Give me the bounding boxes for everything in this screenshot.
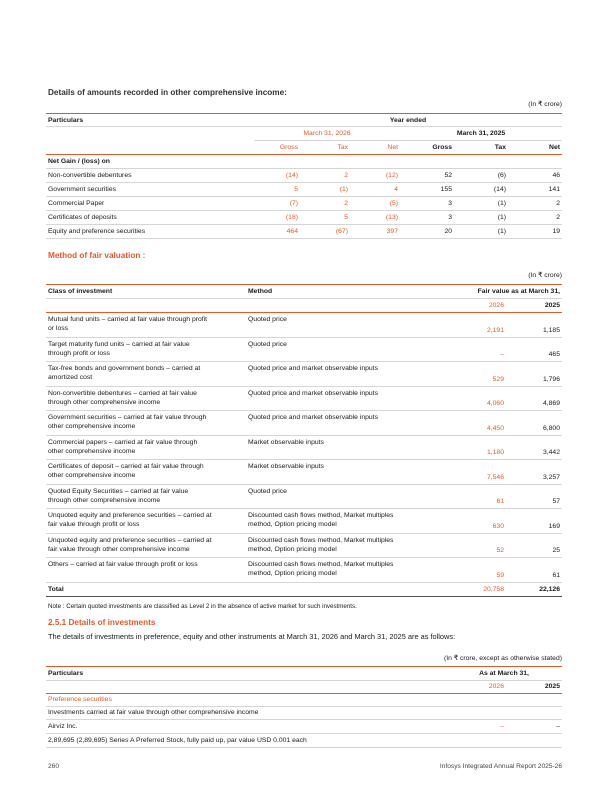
- oci-unit: (In ₹ crore): [528, 101, 562, 108]
- fv-class-cell: [46, 484, 246, 509]
- fv-row: [46, 460, 562, 485]
- oci-col-gross-prior: Gross: [400, 141, 454, 155]
- fv-total-prior: 22,126: [506, 582, 562, 596]
- fv-class-line: through other comprehensive income: [48, 398, 161, 406]
- fv-method-line: Quoted price: [248, 316, 287, 323]
- inv-section-title: 2.5.1 Details of investments: [48, 618, 156, 627]
- fv-value-current: 630: [446, 509, 506, 534]
- fv-value-prior: 6,800: [506, 411, 562, 436]
- fv-class-line: Certificates of deposit – carried at fair value through: [48, 463, 204, 470]
- oci-gross-current: 5: [254, 183, 300, 197]
- oci-tax-prior: (1): [454, 197, 508, 211]
- fv-method-line: Discounted cash flows method, Market multiples: [248, 536, 394, 544]
- fv-class-cell: [46, 386, 246, 411]
- fv-method-line: Quoted price and market observable inputs: [248, 365, 378, 372]
- inv-intro: The details of investments in preference, equity and other instruments at March 31, 2026 and March 31, 2025 are as follows:: [48, 632, 456, 641]
- page-number: 260: [48, 763, 60, 770]
- fv-value-current: –: [446, 337, 506, 362]
- fv-year-current: 2026: [446, 299, 506, 313]
- fv-method-cell: [246, 337, 446, 362]
- oci-net-prior: 2: [508, 197, 562, 211]
- oci-net-prior: 19: [508, 225, 562, 239]
- fv-value-prior: 4,869: [506, 386, 562, 411]
- fv-class-cell: [46, 313, 246, 338]
- oci-row-label: Certificates of deposits: [46, 211, 254, 225]
- oci-net-current: (5): [350, 197, 400, 211]
- fv-class-line: other comprehensive income: [48, 447, 136, 455]
- inv-company: Airviz Inc.: [46, 720, 446, 734]
- fv-class-line: fair value through other comprehensive income: [48, 545, 190, 553]
- oci-tax-current: (67): [300, 225, 350, 239]
- fv-class-cell: [46, 337, 246, 362]
- fv-method-cell: [246, 411, 446, 436]
- fv-value-current: 61: [446, 484, 506, 509]
- oci-col-tax-prior: Tax: [454, 141, 508, 155]
- oci-gross-prior: 52: [400, 169, 454, 183]
- fv-row: [46, 313, 562, 338]
- oci-net-prior: 2: [508, 211, 562, 225]
- fv-value-current: 4,060: [446, 386, 506, 411]
- fv-value-prior: 3,442: [506, 435, 562, 460]
- oci-col-net-prior: Net: [508, 141, 562, 155]
- oci-row: [46, 183, 562, 197]
- oci-tax-current: 2: [300, 169, 350, 183]
- fv-method-line: Discounted cash flows method, Market multiples: [248, 561, 394, 568]
- fv-method-cell: [246, 460, 446, 485]
- fv-class-cell: [46, 509, 246, 534]
- fv-method-line: method, Option pricing model: [248, 521, 337, 528]
- fv-class-line: Unquoted equity and preference securities – carried at: [48, 536, 212, 544]
- fv-method-line: Market observable inputs: [248, 463, 324, 470]
- oci-tax-prior: (6): [454, 169, 508, 183]
- fv-header-fair-value: Fair value as at March 31,: [446, 285, 562, 299]
- fv-row: [46, 386, 562, 411]
- fv-class-line: Mutual fund units – carried at fair value through profit: [48, 316, 208, 323]
- oci-header-year-ended: Year ended: [254, 114, 562, 127]
- oci-header-particulars: Particulars: [46, 114, 254, 127]
- fv-row: [46, 362, 562, 387]
- fv-class-line: fair value through profit or loss: [48, 521, 140, 528]
- oci-row: [46, 211, 562, 225]
- inv-company-prior: –: [506, 720, 562, 734]
- fv-value-prior: 1,185: [506, 313, 562, 338]
- oci-tax-current: 2: [300, 197, 350, 211]
- fv-total-label: Total: [46, 582, 246, 596]
- fv-row: [46, 533, 562, 558]
- oci-net-current: (12): [350, 169, 400, 183]
- fv-class-line: Quoted Equity Securities – carried at fair value: [48, 487, 189, 495]
- fv-value-prior: 61: [506, 558, 562, 583]
- fv-method-cell: [246, 533, 446, 558]
- inv-year-current: 2026: [446, 681, 506, 694]
- inv-table: [46, 666, 562, 748]
- fv-class-line: or loss: [48, 325, 69, 332]
- oci-row-label: Commercial Paper: [46, 197, 254, 211]
- fv-header-method: Method: [246, 285, 446, 299]
- oci-tax-prior: (1): [454, 211, 508, 225]
- fv-class-line: Others – carried at fair value through profit or loss: [48, 561, 198, 568]
- fv-class-line: through other comprehensive income: [48, 496, 161, 504]
- oci-gross-current: (7): [254, 197, 300, 211]
- oci-col-gross-current: Gross: [254, 141, 300, 155]
- oci-row-label: Equity and preference securities: [46, 225, 254, 239]
- fv-note: Note : Certain quoted investments are classified as Level 2 in the absence of active market for such investments.: [48, 603, 357, 610]
- fv-value-prior: 465: [506, 337, 562, 362]
- oci-table: [46, 113, 562, 239]
- fv-row: [46, 411, 562, 436]
- oci-gross-prior: 20: [400, 225, 454, 239]
- oci-net-prior: 141: [508, 183, 562, 197]
- fv-value-prior: 169: [506, 509, 562, 534]
- fv-method-cell: [246, 435, 446, 460]
- fv-header-class: Class of investment: [46, 285, 246, 299]
- fv-value-prior: 57: [506, 484, 562, 509]
- fv-class-line: through profit or loss: [48, 349, 110, 357]
- fv-method-line: Discounted cash flows method, Market multiples: [248, 512, 394, 519]
- inv-pref-label: Preference securities: [46, 694, 446, 707]
- oci-col-tax-current: Tax: [300, 141, 350, 155]
- fv-method-cell: [246, 362, 446, 387]
- fv-value-current: 1,180: [446, 435, 506, 460]
- oci-row: [46, 197, 562, 211]
- fv-method-line: Quoted price and market observable inputs: [248, 389, 378, 397]
- oci-gross-current: (14): [254, 169, 300, 183]
- fv-value-current: 7,546: [446, 460, 506, 485]
- fv-class-line: amortized cost: [48, 374, 93, 381]
- fv-method-line: Quoted price: [248, 487, 287, 495]
- oci-gross-current: (18): [254, 211, 300, 225]
- fv-table: [46, 284, 562, 597]
- fv-value-current: 59: [446, 558, 506, 583]
- fv-class-cell: [46, 533, 246, 558]
- fv-class-line: Government securities – carried at fair value through: [48, 414, 207, 421]
- oci-tax-current: 5: [300, 211, 350, 225]
- fv-class-line: other comprehensive income: [48, 423, 136, 430]
- fv-method-cell: [246, 313, 446, 338]
- fv-method-line: method, Option pricing model: [248, 545, 337, 553]
- oci-gross-current: 464: [254, 225, 300, 239]
- fv-class-line: other comprehensive income: [48, 472, 136, 479]
- fv-method-cell: [246, 484, 446, 509]
- fv-class-line: Non-convertible debentures – carried at fair value: [48, 389, 197, 397]
- oci-row: [46, 169, 562, 183]
- inv-sub-label: Investments carried at fair value through other comprehensive income: [46, 707, 446, 720]
- fv-class-cell: [46, 460, 246, 485]
- oci-row-label: Government securities: [46, 183, 254, 197]
- fv-value-current: 2,191: [446, 313, 506, 338]
- inv-header-particulars: Particulars: [46, 667, 446, 681]
- fv-value-current: 52: [446, 533, 506, 558]
- oci-net-current: (13): [350, 211, 400, 225]
- fv-method-line: Market observable inputs: [248, 438, 324, 446]
- fv-row: [46, 337, 562, 362]
- oci-tax-prior: (14): [454, 183, 508, 197]
- fv-title: Method of fair valuation :: [48, 251, 146, 260]
- fv-class-cell: [46, 558, 246, 583]
- fv-method-cell: [246, 509, 446, 534]
- oci-net-prior: 46: [508, 169, 562, 183]
- fv-value-prior: 1,796: [506, 362, 562, 387]
- oci-group-label: Net Gain / (loss) on: [46, 155, 254, 169]
- oci-gross-prior: 3: [400, 211, 454, 225]
- oci-tax-prior: (1): [454, 225, 508, 239]
- fv-row: [46, 484, 562, 509]
- fv-class-line: Unquoted equity and preference securities – carried at: [48, 512, 212, 519]
- fv-method-line: method, Option pricing model: [248, 570, 337, 577]
- fv-value-current: 529: [446, 362, 506, 387]
- oci-tax-current: (1): [300, 183, 350, 197]
- oci-gross-prior: 3: [400, 197, 454, 211]
- fv-row: [46, 558, 562, 583]
- fv-class-line: Target maturity fund units – carried at fair value: [48, 340, 190, 348]
- report-name: Infosys Integrated Annual Report 2025-26: [439, 763, 562, 770]
- fv-year-prior: 2025: [506, 299, 562, 313]
- fv-method-line: Quoted price: [248, 340, 287, 348]
- oci-period-prior: March 31, 2025: [400, 127, 562, 141]
- fv-class-line: Commercial papers – carried at fair value through: [48, 438, 198, 446]
- oci-gross-prior: 155: [400, 183, 454, 197]
- inv-year-prior: 2025: [506, 681, 562, 694]
- fv-method-cell: [246, 386, 446, 411]
- fv-row: [46, 509, 562, 534]
- fv-class-line: Tax-free bonds and government bonds – carried at: [48, 365, 201, 372]
- fv-value-prior: 3,257: [506, 460, 562, 485]
- oci-row-label: Non-convertible debentures: [46, 169, 254, 183]
- fv-class-cell: [46, 362, 246, 387]
- fv-method-line: Quoted price and market observable inputs: [248, 414, 378, 421]
- fv-unit: (In ₹ crore): [528, 272, 562, 279]
- fv-value-prior: 25: [506, 533, 562, 558]
- inv-unit: (In ₹ crore, except as otherwise stated): [443, 655, 562, 662]
- oci-title: Details of amounts recorded in other comprehensive income:: [48, 88, 287, 97]
- oci-net-current: 397: [350, 225, 400, 239]
- fv-class-cell: [46, 411, 246, 436]
- oci-period-current: March 31, 2026: [254, 127, 400, 141]
- inv-header-asat: As at March 31,: [446, 667, 562, 681]
- fv-total-current: 20,758: [446, 582, 506, 596]
- oci-net-current: 4: [350, 183, 400, 197]
- oci-col-net-current: Net: [350, 141, 400, 155]
- inv-company-current: –: [446, 720, 506, 734]
- fv-class-cell: [46, 435, 246, 460]
- fv-value-current: 4,450: [446, 411, 506, 436]
- oci-row: [46, 225, 562, 239]
- fv-row: [46, 435, 562, 460]
- fv-method-cell: [246, 558, 446, 583]
- inv-stock-desc: 2,89,695 (2,89,695) Series A Preferred Stock, fully paid up, par value USD 0.001 each: [46, 734, 446, 748]
